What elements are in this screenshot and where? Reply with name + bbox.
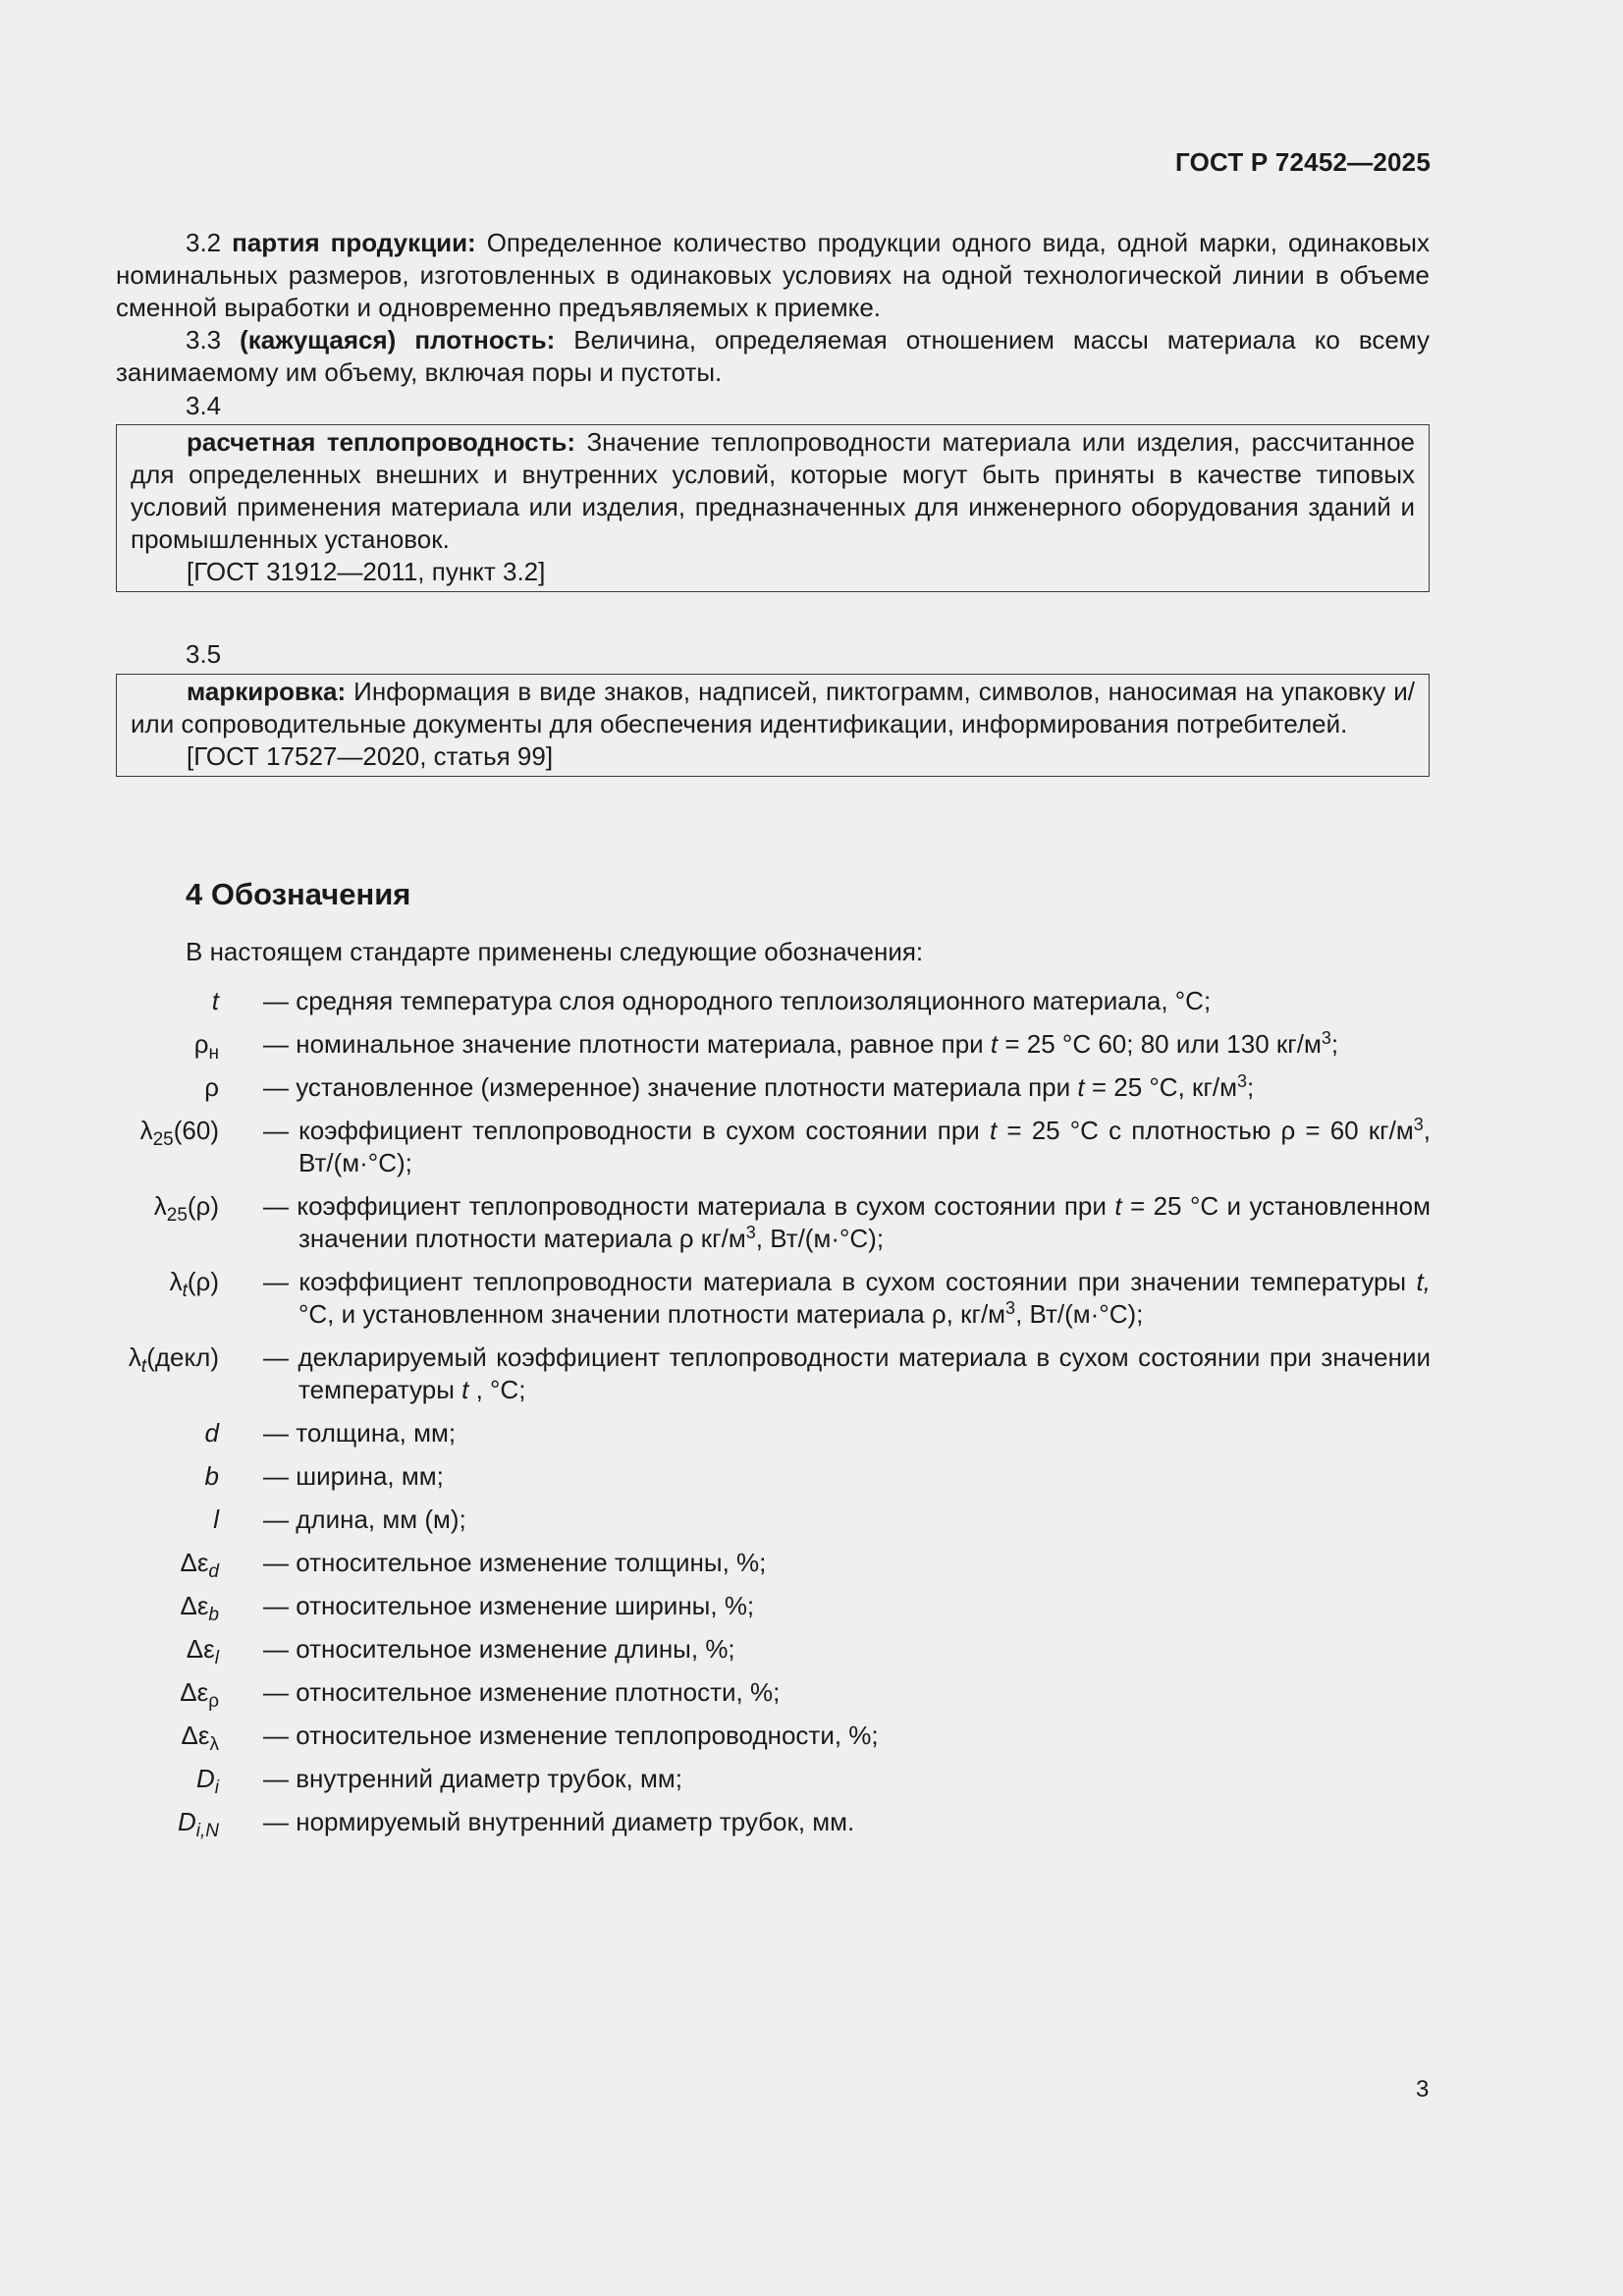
term-3-4-box [116,424,1430,592]
term-number: 3.2 [186,228,222,257]
symbol: $\Delta\varepsilon_b$ [180,1591,219,1625]
term-name: расчетная теплопроводность: [187,427,576,457]
symbol-description: — длина, мм (м); [263,1504,466,1534]
term-name: маркировка: [187,677,347,706]
term-3-2 [116,227,1430,324]
term-3-5-box [116,674,1430,777]
symbol: $\lambda_{25}(\rho)$ [153,1191,219,1226]
symbol-description: — коэффициент теплопроводности материала в сухом состоянии при значении температуры t, °С, и установленном значении плотности материала ρ, $кг/м^3$, Вт/(м·°С); [263,1267,1431,1329]
term-3-5 [131,675,1415,740]
symbol: l [213,1504,219,1534]
symbol-description: — коэффициент теплопроводности материала в сухом состоянии при t = 25 °С и установленном значении плотности материала ρ $кг/м^3$, Вт/(м·°С); [263,1191,1432,1253]
symbol-description: — внутренний диаметр трубок, мм; [263,1764,682,1793]
symbol: $\Delta\varepsilon_\rho$ [180,1677,219,1712]
symbol-description: — номинальное значение плотности материала, равное при t = 25 °С 60; 80 или 130 $кг/м^3$; [263,1028,1339,1059]
term-name: (кажущаяся) плотность: [240,325,556,355]
symbol-description: — относительное изменение плотности, %; [263,1677,781,1707]
term-3-4 [131,425,1415,556]
term-reference: [ГОСТ 17527—2020, статья 99] [187,741,554,771]
symbol: $\rho_н$ [193,1029,219,1064]
symbol-description: — нормируемый внутренний диаметр трубок, мм. [263,1807,855,1836]
symbol: $\Delta\varepsilon_d$ [180,1548,219,1582]
section-intro: В настоящем стандарте применены следующие обозначения: [186,937,924,966]
term-number: 3.3 [186,325,222,355]
symbol-description: — средняя температура слоя однородного теплоизоляционного материала, °С; [263,986,1212,1015]
term-3-3 [116,324,1430,389]
page-number: 3 [1416,2076,1430,2103]
term-3-4-block [116,390,1430,592]
symbol-description: — относительное изменение толщины, %; [263,1548,767,1577]
symbol-description: — декларируемый коэффициент теплопроводности материала в сухом состоянии при значении температуры t , °С; [263,1342,1431,1404]
symbol: ρ [204,1072,219,1102]
symbol: t [211,986,219,1015]
symbol-description: — ширина, мм; [263,1461,444,1491]
term-3-5-block [116,638,1430,777]
symbol-description: — установленное (измеренное) значение плотности материала при t = 25 °С, $кг/м^3$; [263,1071,1255,1102]
term-reference: [ГОСТ 31912—2011, пункт 3.2] [187,557,546,586]
symbol-description: — относительное изменение длины, %; [263,1634,735,1664]
term-definition: Величина, определяемая отношением массы материала ко всему занимаемому им объему, включая поры и пустоты. [116,325,1430,387]
terms-block-top [116,227,1430,389]
term-name: партия продукции: [232,228,476,257]
symbol: $\lambda_t(декл)$ [128,1342,219,1377]
document-code-header: ГОСТ Р 72452—2025 [1175,147,1431,177]
term-definition: Информация в виде знаков, надписей, пиктограмм, символов, наносимая на упаковку и/или сопроводительные документы для обеспечения идентификации, информирования потребителей. [131,677,1415,738]
term-number: 3.5 [186,639,222,669]
term-definition: Определенное количество продукции одного вида, одной марки, одинаковых номинальных размеров, изготовленных в одинаковых условиях на одной технологической линии в объеме сменной выработки и одновременно предъявляемых к приемке. [116,228,1430,322]
symbol: $\Delta\varepsilon_\lambda$ [181,1721,219,1755]
symbol: $\lambda_{25}(60)$ [139,1116,219,1150]
symbol: $D_{i,N}$ [177,1807,219,1841]
symbol-description: — коэффициент теплопроводности в сухом состоянии при t = 25 °С с плотностью ρ = 60 $кг/м^3$, Вт/(м·°С); [263,1115,1431,1177]
symbol-description: — относительное изменение ширины, %; [263,1591,755,1620]
term-number: 3.4 [186,391,222,420]
symbol: $\Delta\varepsilon_l$ [186,1634,219,1668]
symbol: b [204,1461,219,1491]
term-definition: Значение теплопроводности материала или изделия, рассчитанное для определенных внешних и внутренних условий, которые могут быть приняты в качестве типовых условий применения материала или изделия, предназначенных для инженерного оборудования зданий и промышленных установок. [131,427,1415,554]
symbol: d [204,1418,219,1448]
symbol: $D_i$ [195,1764,219,1798]
symbol: $\lambda_t(\rho)$ [169,1267,219,1301]
symbol-description: — толщина, мм; [263,1418,457,1448]
section-title: 4 Обозначения [186,877,411,911]
symbol-description: — относительное изменение теплопроводности, %; [263,1721,879,1750]
